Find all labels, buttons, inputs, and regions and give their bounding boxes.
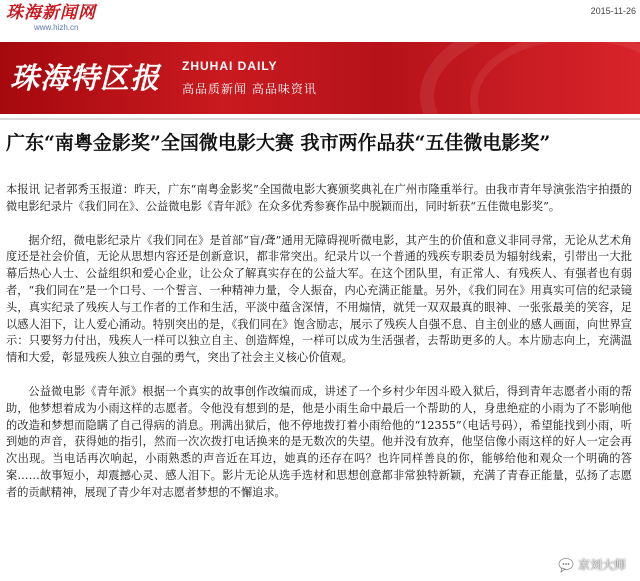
site-logo-url: www.hizh.cn xyxy=(34,23,79,32)
site-logo-text: 珠海新闻网 xyxy=(6,3,96,23)
article-lead: 本报讯 记者郭秀玉报道：昨天，广东“南粤金影奖”全国微电影大赛颁奖典礼在广州市隆重举行。由我市青年导演张浩宇拍摄的微电影纪录片《我们同在》、公益微电影《青年派》在众多优秀参赛作品中脱颖而出，同时斩获“五佳微电影奖”。 xyxy=(6,183,632,213)
article-paragraph: 公益微电影《青年派》根据一个真实的故事创作改编而成，讲述了一个乡村少年因斗殴入狱后，得到青年志愿者小雨的帮助，他梦想着成为小雨这样的志愿者。令他没有想到的是，他是小雨生命中最后一个帮助的人，身患绝症的小雨为了不影响他的改造和梦想而隐瞒了自己得病的消息。刑满出狱后，他不停地拨打着小雨给他的“12355”（电话号码），希望能找到小雨，听到她的声音，获得她的指引，然而一次次拨打电话换来的是无数次的失望。他并没有放弃，他坚信像小雨这样的好人一定会再次出现。当电话再次响起，小雨熟悉的声音近在耳边，她真的还存在吗？也许同样善良的你，能够给他和观众一个明确的答案……故事短小，却震撼心灵、感人泪下。影片无论从选手选材和思想创意都非常独特新颖，充满了青春正能量，弘扬了志愿者的贡献精神，展现了青少年对志愿者梦想的不懈追求。 xyxy=(6,384,632,499)
site-logo[interactable] xyxy=(6,4,96,32)
newspaper-slogan: 高品质新闻 高品味资讯 xyxy=(182,82,317,96)
newspaper-english-name: ZHUHAI DAILY xyxy=(182,59,278,73)
watermark xyxy=(558,556,626,573)
watermark-text: 京刘大师 xyxy=(577,558,626,572)
chat-bubble-icon xyxy=(558,557,574,573)
article-headline: 广东“南粤金影奖”全国微电影大赛 我市两作品获“五佳微电影奖” xyxy=(6,132,551,154)
newspaper-banner xyxy=(0,42,640,114)
article-paragraph: 据介绍，微电影纪录片《我们同在》是首部“盲/聋”通用无障碍视听微电影，其产生的价值和意义非同寻常，无论从艺术角度还是社会价值，无论从思想内容还是创新意识，都非常突出。纪录片以一个普通的残疾专职委员为辐射线索，引带出一大批幕后热心人士、公益组织和爱心企业，让公众了解真实存在的公益大军。在这个团队里，有正常人、有残疾人、有强者也有弱者，“我们同在”是一个口号、一个誓言、一种精神力量，令人振奋，内心充满正能量。另外，《我们同在》用真实可信的纪录镜头，真实纪录了残疾人与工作者的工作和生活，平淡中蕴含深情，不用煽情，就凭一双双最真的眼神、一张张最美的笑容，足以感人泪下，让人爱心涌动。特别突出的是，《我们同在》饱含励志，展示了残疾人自强不息、自主创业的感人画面，向世界宣示：只要努力付出，残疾人一样可以独立自主、创造辉煌，一样可以成为生活强者，去帮助更多的人。本片励志向上，充满温情和大爱，彰显残疾人独立自强的勇气，突出了社会主义核心价值观。 xyxy=(6,233,632,365)
banner-divider xyxy=(0,118,640,120)
site-header xyxy=(0,0,640,32)
newspaper-masthead: 珠海特区报 xyxy=(10,61,161,95)
article-body xyxy=(6,182,632,519)
publish-date: 2015-11-26 xyxy=(590,6,636,16)
